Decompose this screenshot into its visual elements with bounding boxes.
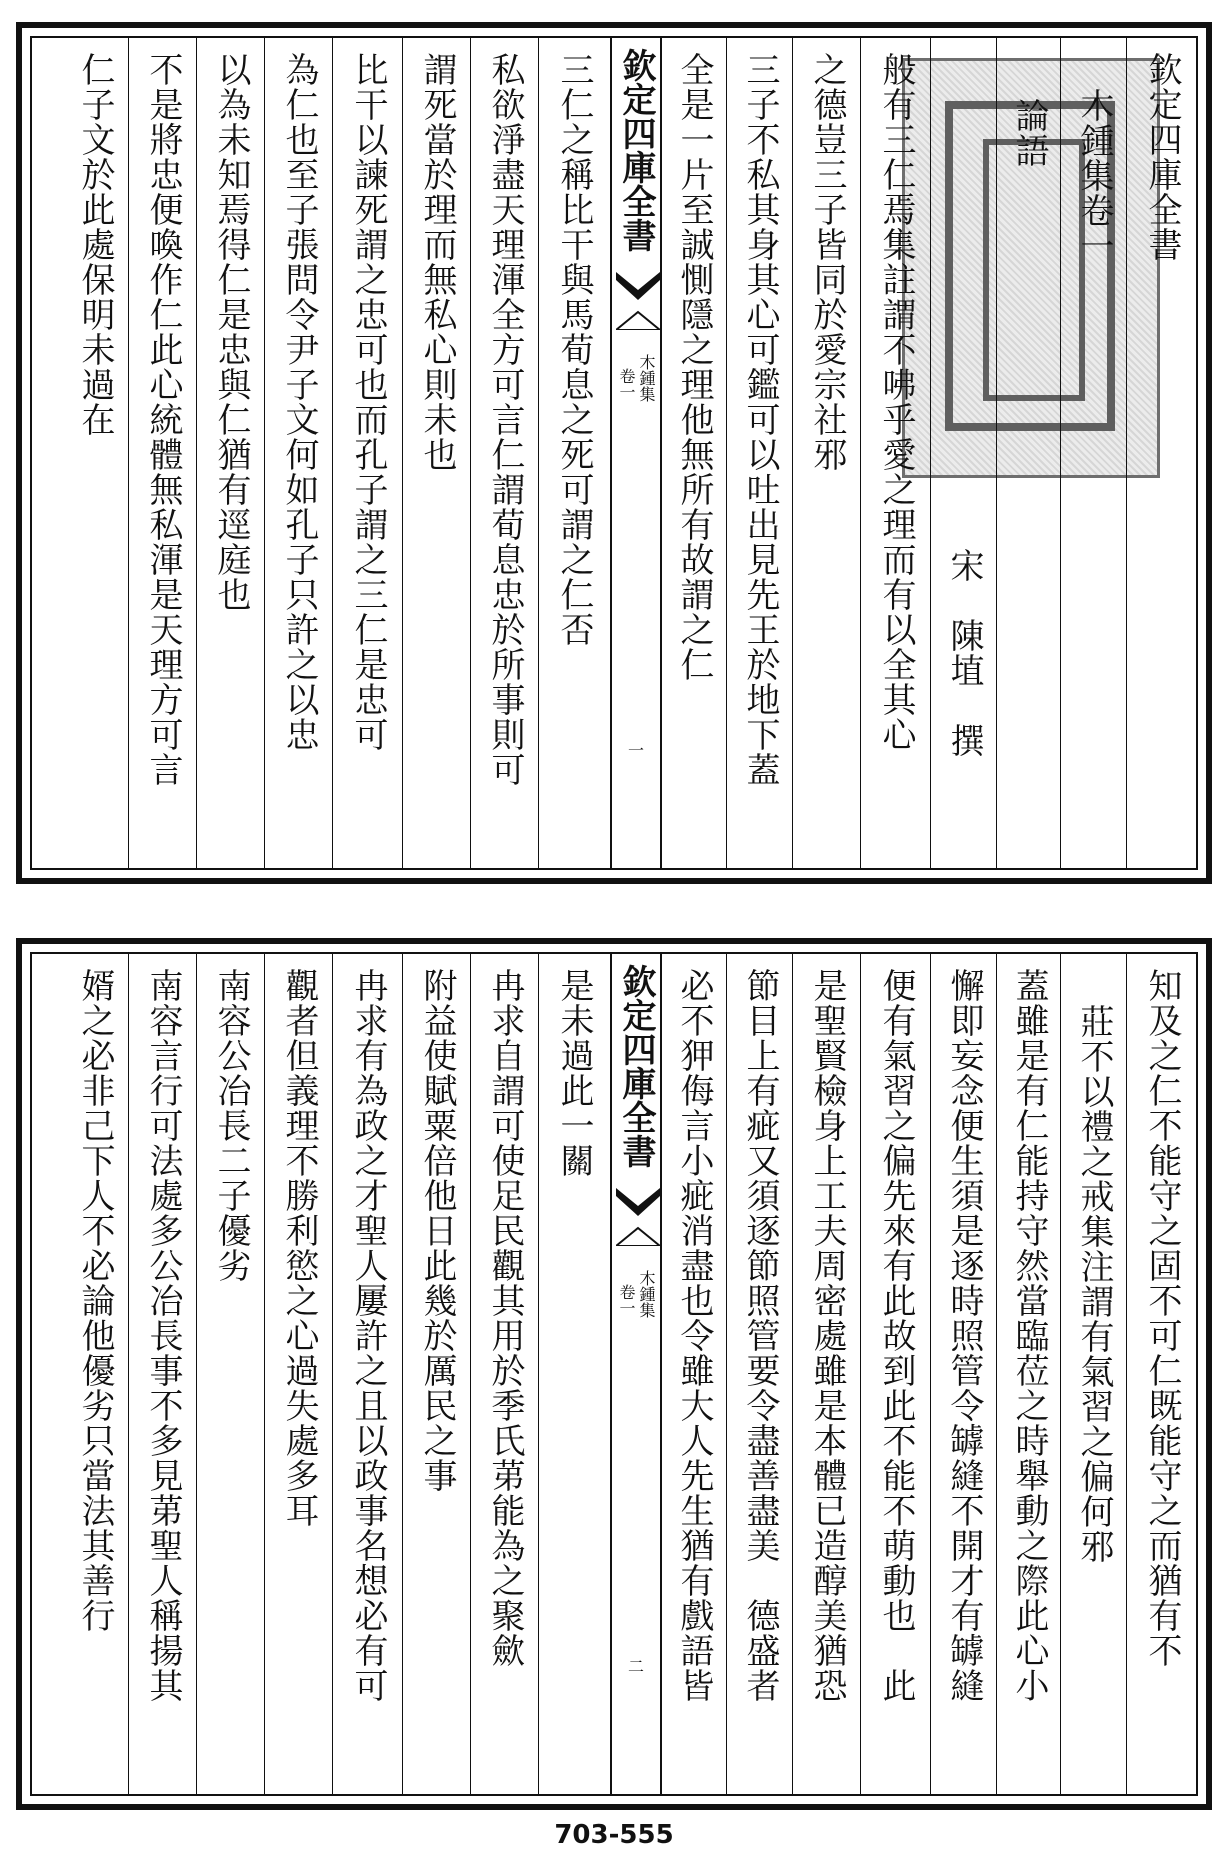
text-column: 蓋雖是有仁能持守然當臨莅之時舉動之際此心小 — [1009, 968, 1049, 1703]
text-column: 懈即妄念便生須是逐時照管令罅縫不開才有罅縫 — [944, 968, 984, 1703]
center-fold-column — [610, 954, 662, 1794]
fish-tail-mark-icon — [616, 1188, 660, 1246]
text-column: 私欲淨盡天理渾全方可言仁謂荀息忠於所事則可 — [485, 52, 525, 787]
center-title: 欽定四庫全書 — [616, 964, 656, 1168]
center-volume: 卷一 — [617, 1284, 636, 1316]
upper-page — [16, 22, 1212, 884]
text-column: 南容言行可法處多公冶長事不多見苐聖人稱揚其 — [143, 968, 183, 1703]
text-column: 仁子文於此處保明未過在 — [75, 52, 115, 437]
text-column: 觀者但義理不勝利慾之心過失處多耳 — [279, 968, 319, 1528]
text-column: 是未過此一關 — [554, 968, 594, 1178]
text-column: 三仁之稱比干與馬荀息之死可謂之仁否 — [554, 52, 594, 647]
center-title: 欽定四庫全書 — [616, 48, 656, 252]
fish-tail-mark-icon — [616, 272, 660, 330]
book-title-column: 欽定四庫全書 — [1142, 52, 1182, 262]
text-column: 婿之必非己下人不必論他優劣只當法其善行 — [75, 968, 115, 1633]
text-column: 謂死當於理而無私心則未也 — [417, 52, 457, 472]
text-column: 是聖賢檢身上工夫周密處雖是本體已造醇美猶恐 — [807, 968, 847, 1703]
text-column: 為仁也至子張問令尹子文何如孔子只許之以忠 — [279, 52, 319, 752]
text-column: 以為未知焉得仁是忠與仁猶有逕庭也 — [211, 52, 251, 612]
text-column: 節目上有疵又須逐節照管要令盡善盡美 德盛者 — [740, 968, 780, 1703]
text-column: 冉求有為政之才聖人屢許之且以政事名想必有可 — [348, 968, 388, 1703]
center-volume: 卷一 — [617, 368, 636, 400]
text-column: 般有三仁焉集註謂不咈乎愛之理而有以全其心 — [876, 52, 916, 752]
lower-page-frame — [30, 952, 1198, 1796]
volume-title-column: 木鍾集卷一 — [1074, 88, 1114, 263]
center-fold-column — [610, 38, 662, 868]
text-column: 冉求自謂可使足民觀其用於季氏苐能為之聚歛 — [485, 968, 525, 1668]
center-book-name: 木鍾集 — [637, 354, 656, 402]
text-column: 知及之仁不能守之固不可仁既能守之而猶有不 — [1142, 968, 1182, 1668]
center-book-name: 木鍾集 — [637, 1270, 656, 1318]
center-page-number: 二 — [627, 1657, 645, 1676]
text-column: 便有氣習之偏先來有此故到此不能不萌動也 此 — [876, 968, 916, 1703]
text-column: 必不狎侮言小疵消盡也令雖大人先生猶有戲語皆 — [674, 968, 714, 1703]
section-heading-column: 論語 — [1009, 98, 1049, 168]
author-column: 宋 陳埴 撰 — [944, 548, 984, 758]
text-column: 比干以諫死謂之忠可也而孔子謂之三仁是忠可 — [348, 52, 388, 752]
center-page-number: 一 — [627, 741, 645, 760]
text-column: 全是一片至誠惻隱之理他無所有故謂之仁 — [674, 52, 714, 682]
text-column: 南容公冶長二子優劣 — [211, 968, 251, 1283]
text-column: 莊不以禮之戒集注謂有氣習之偏何邪 — [1074, 1004, 1114, 1564]
page-reference-number: 703-555 — [554, 1820, 674, 1850]
text-column: 不是將忠便喚作仁此心統體無私渾是天理方可言 — [143, 52, 183, 787]
text-column: 附益使賦粟倍他日此幾於厲民之事 — [417, 968, 457, 1493]
lower-page — [16, 938, 1212, 1810]
text-column: 三子不私其身其心可鑑可以吐出見先王於地下蓋 — [740, 52, 780, 787]
upper-page-frame — [30, 36, 1198, 870]
text-column: 之德豈三子皆同於愛宗社邪 — [807, 52, 847, 472]
